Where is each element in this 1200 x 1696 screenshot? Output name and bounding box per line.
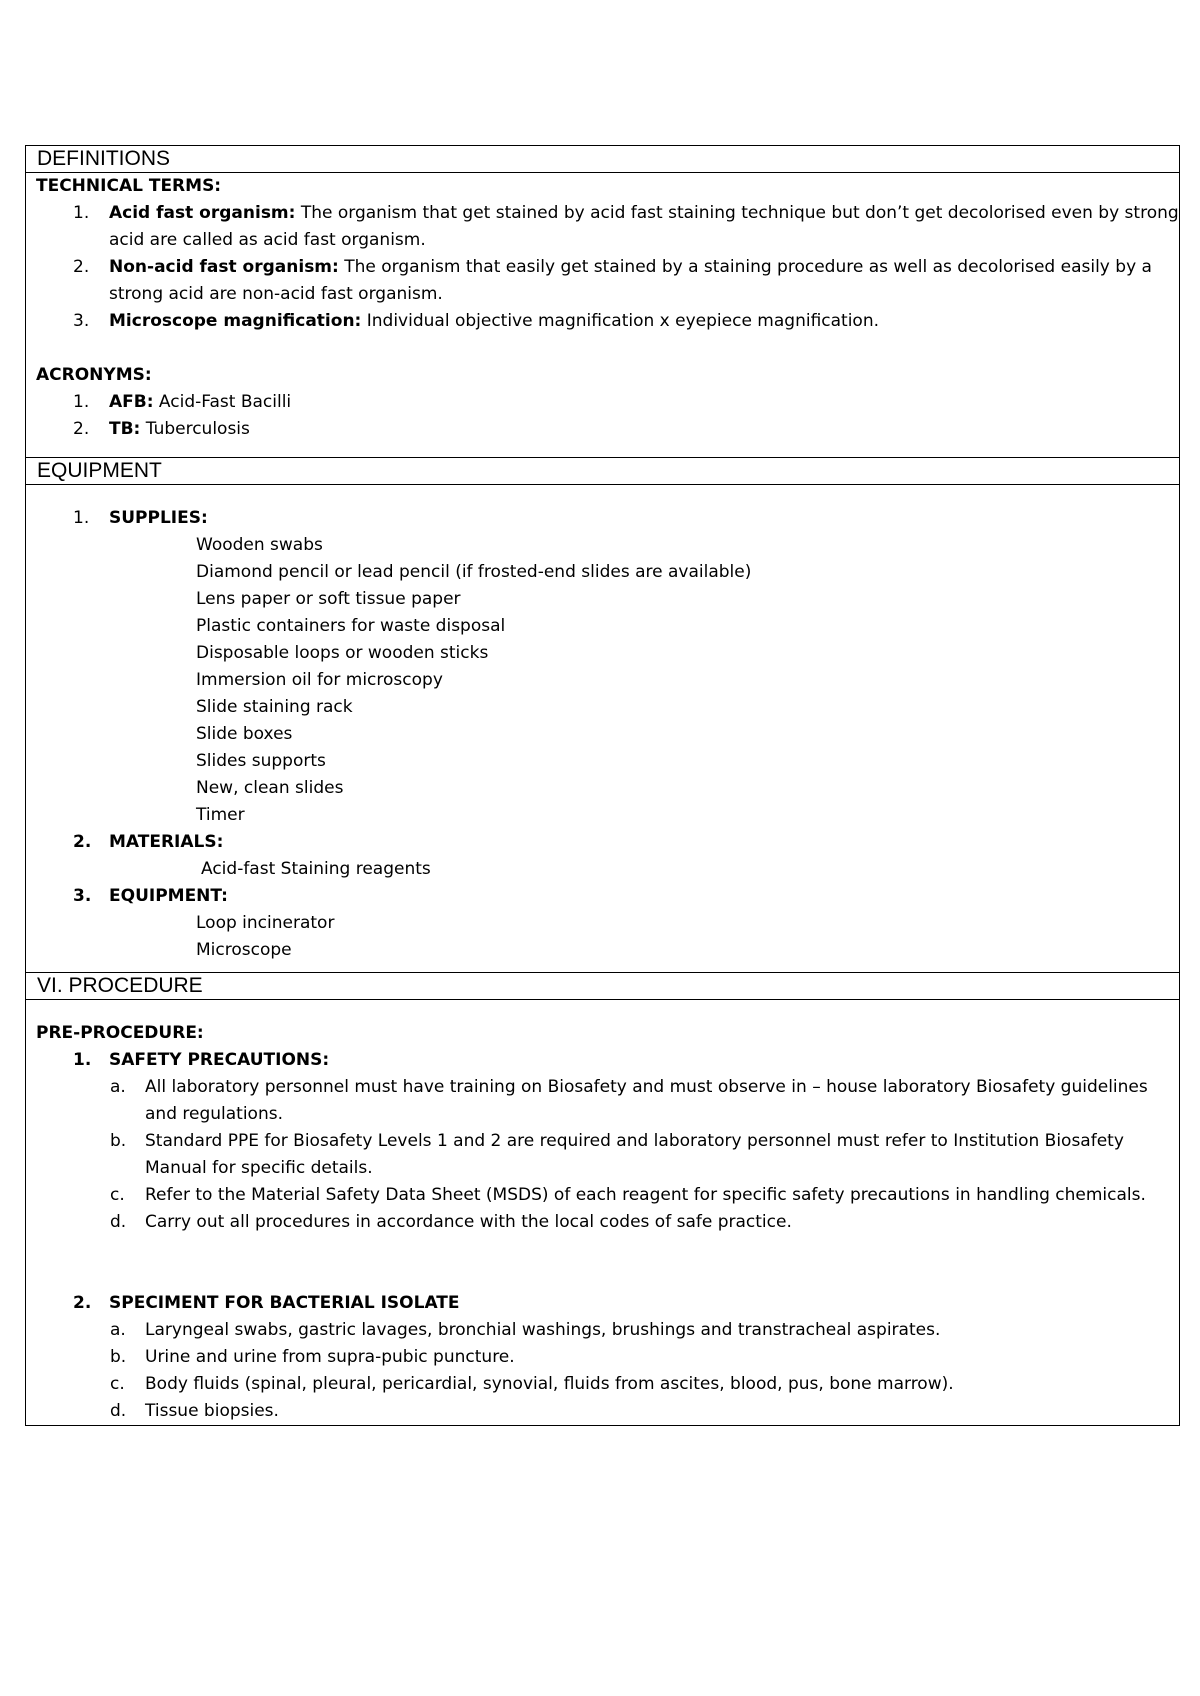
- list-number: 1.: [73, 1050, 92, 1070]
- materials-group-list: [26, 829, 1179, 856]
- acronyms-heading: ACRONYMS:: [36, 365, 152, 385]
- supply-item: Timer: [196, 805, 245, 825]
- equipment-group-list: [26, 883, 1179, 910]
- supply-item: Immersion oil for microscopy: [196, 670, 443, 690]
- specimen-text: Laryngeal swabs, gastric lavages, bronchial washings, brushings and transtracheal aspirates.: [145, 1320, 941, 1340]
- material-item: Acid-fast Staining reagents: [201, 859, 431, 879]
- supply-item: Slide staining rack: [196, 697, 353, 717]
- supply-item: Wooden swabs: [196, 535, 323, 555]
- safety-text: Carry out all procedures in accordance with the local codes of safe practice.: [145, 1212, 792, 1232]
- acronym-label: TB:: [109, 419, 141, 439]
- specimen-item: [26, 1371, 1179, 1398]
- list-letter: a.: [110, 1320, 126, 1340]
- supplies-heading: SUPPLIES:: [109, 508, 208, 528]
- materials-group: [26, 829, 1179, 856]
- list-number: 2.: [73, 1293, 92, 1313]
- pre-procedure-heading: PRE-PROCEDURE:: [36, 1023, 204, 1043]
- list-letter: b.: [110, 1131, 127, 1151]
- list-letter: d.: [110, 1401, 127, 1421]
- term-label: Microscope magnification:: [109, 311, 362, 331]
- supplies-list: [26, 532, 1179, 829]
- specimen-group-list: [26, 1290, 1179, 1317]
- equipment-subheading: EQUIPMENT:: [109, 886, 228, 906]
- term-definition: The organism that easily get stained by a staining procedure as well as decolorised easily by a strong acid are non-acid fast organism.: [109, 257, 1152, 304]
- term-label: Non-acid fast organism:: [109, 257, 339, 277]
- term-definition: Individual objective magnification x eyepiece magnification.: [361, 311, 880, 331]
- equipment-groups: [26, 505, 1179, 532]
- safety-list: [26, 1074, 1179, 1236]
- list-letter: a.: [110, 1077, 126, 1097]
- equipment-item: Loop incinerator: [196, 913, 335, 933]
- list-number: 1.: [73, 508, 90, 528]
- materials-list: [26, 856, 1179, 883]
- safety-text: Refer to the Material Safety Data Sheet (MSDS) of each reagent for specific safety precautions in handling chemicals.: [145, 1185, 1146, 1205]
- specimen-list: [26, 1317, 1179, 1425]
- term-definition: The organism that get stained by acid fast staining technique but don’t get decolorised even by strong acid are called as acid fast organism.: [109, 203, 1179, 250]
- list-number: 1.: [73, 203, 90, 223]
- specimen-text: Urine and urine from supra-pubic puncture.: [145, 1347, 515, 1367]
- definitions-body: [26, 173, 1180, 458]
- technical-term-item: [26, 308, 1179, 335]
- document-table: [25, 145, 1180, 1426]
- acronyms-list: [26, 389, 1179, 443]
- materials-heading: MATERIALS:: [109, 832, 224, 852]
- supply-item: Diamond pencil or lead pencil (if frosted-end slides are available): [196, 562, 752, 582]
- technical-terms-list: [26, 200, 1179, 335]
- safety-item: [26, 1074, 1179, 1128]
- safety-item: [26, 1182, 1179, 1209]
- safety-text: All laboratory personnel must have training on Biosafety and must observe in – house laboratory Biosafety guidelines and regulations.: [145, 1077, 1148, 1124]
- acronym-expansion: Tuberculosis: [140, 419, 250, 439]
- safety-heading: SAFETY PRECAUTIONS:: [109, 1050, 330, 1070]
- technical-terms-heading: TECHNICAL TERMS:: [36, 176, 222, 196]
- acronym-label: AFB:: [109, 392, 154, 412]
- supply-item: Disposable loops or wooden sticks: [196, 643, 489, 663]
- supply-item: New, clean slides: [196, 778, 344, 798]
- list-letter: c.: [110, 1185, 125, 1205]
- safety-group: [26, 1047, 1179, 1074]
- technical-term-item: [26, 254, 1179, 308]
- definitions-header: DEFINITIONS: [26, 146, 1180, 173]
- specimen-item: [26, 1317, 1179, 1344]
- list-number: 3.: [73, 311, 90, 331]
- supply-item: Slide boxes: [196, 724, 293, 744]
- supplies-group: [26, 505, 1179, 532]
- list-number: 2.: [73, 257, 90, 277]
- list-letter: b.: [110, 1347, 127, 1367]
- list-letter: d.: [110, 1212, 127, 1232]
- supply-item: Lens paper or soft tissue paper: [196, 589, 461, 609]
- acronym-item: [26, 389, 1179, 416]
- specimen-group: [26, 1290, 1179, 1317]
- equipment-header: EQUIPMENT: [26, 458, 1180, 485]
- equipment-list: [26, 910, 1179, 964]
- specimen-text: Body fluids (spinal, pleural, pericardial, synovial, fluids from ascites, blood, pus, bone marrow).: [145, 1374, 954, 1394]
- equipment-item: Microscope: [196, 940, 292, 960]
- term-label: Acid fast organism:: [109, 203, 296, 223]
- equipment-body: [26, 485, 1180, 973]
- safety-item: [26, 1209, 1179, 1236]
- specimen-item: [26, 1344, 1179, 1371]
- list-number: 2.: [73, 419, 90, 439]
- procedure-body: [26, 1000, 1180, 1426]
- list-number: 1.: [73, 392, 90, 412]
- list-letter: c.: [110, 1374, 125, 1394]
- safety-group-list: [26, 1047, 1179, 1074]
- list-number: 3.: [73, 886, 92, 906]
- procedure-header: VI. PROCEDURE: [26, 973, 1180, 1000]
- acronym-expansion: Acid-Fast Bacilli: [153, 392, 292, 412]
- supply-item: Plastic containers for waste disposal: [196, 616, 506, 636]
- technical-term-item: [26, 200, 1179, 254]
- specimen-heading: SPECIMENT FOR BACTERIAL ISOLATE: [109, 1293, 460, 1313]
- specimen-item: [26, 1398, 1179, 1425]
- specimen-text: Tissue biopsies.: [145, 1401, 279, 1421]
- safety-text: Standard PPE for Biosafety Levels 1 and 2 are required and laboratory personnel must refer to Institution Biosafety Manual for specific details.: [145, 1131, 1124, 1178]
- equipment-group: [26, 883, 1179, 910]
- supply-item: Slides supports: [196, 751, 326, 771]
- acronym-item: [26, 416, 1179, 443]
- safety-item: [26, 1128, 1179, 1182]
- list-number: 2.: [73, 832, 92, 852]
